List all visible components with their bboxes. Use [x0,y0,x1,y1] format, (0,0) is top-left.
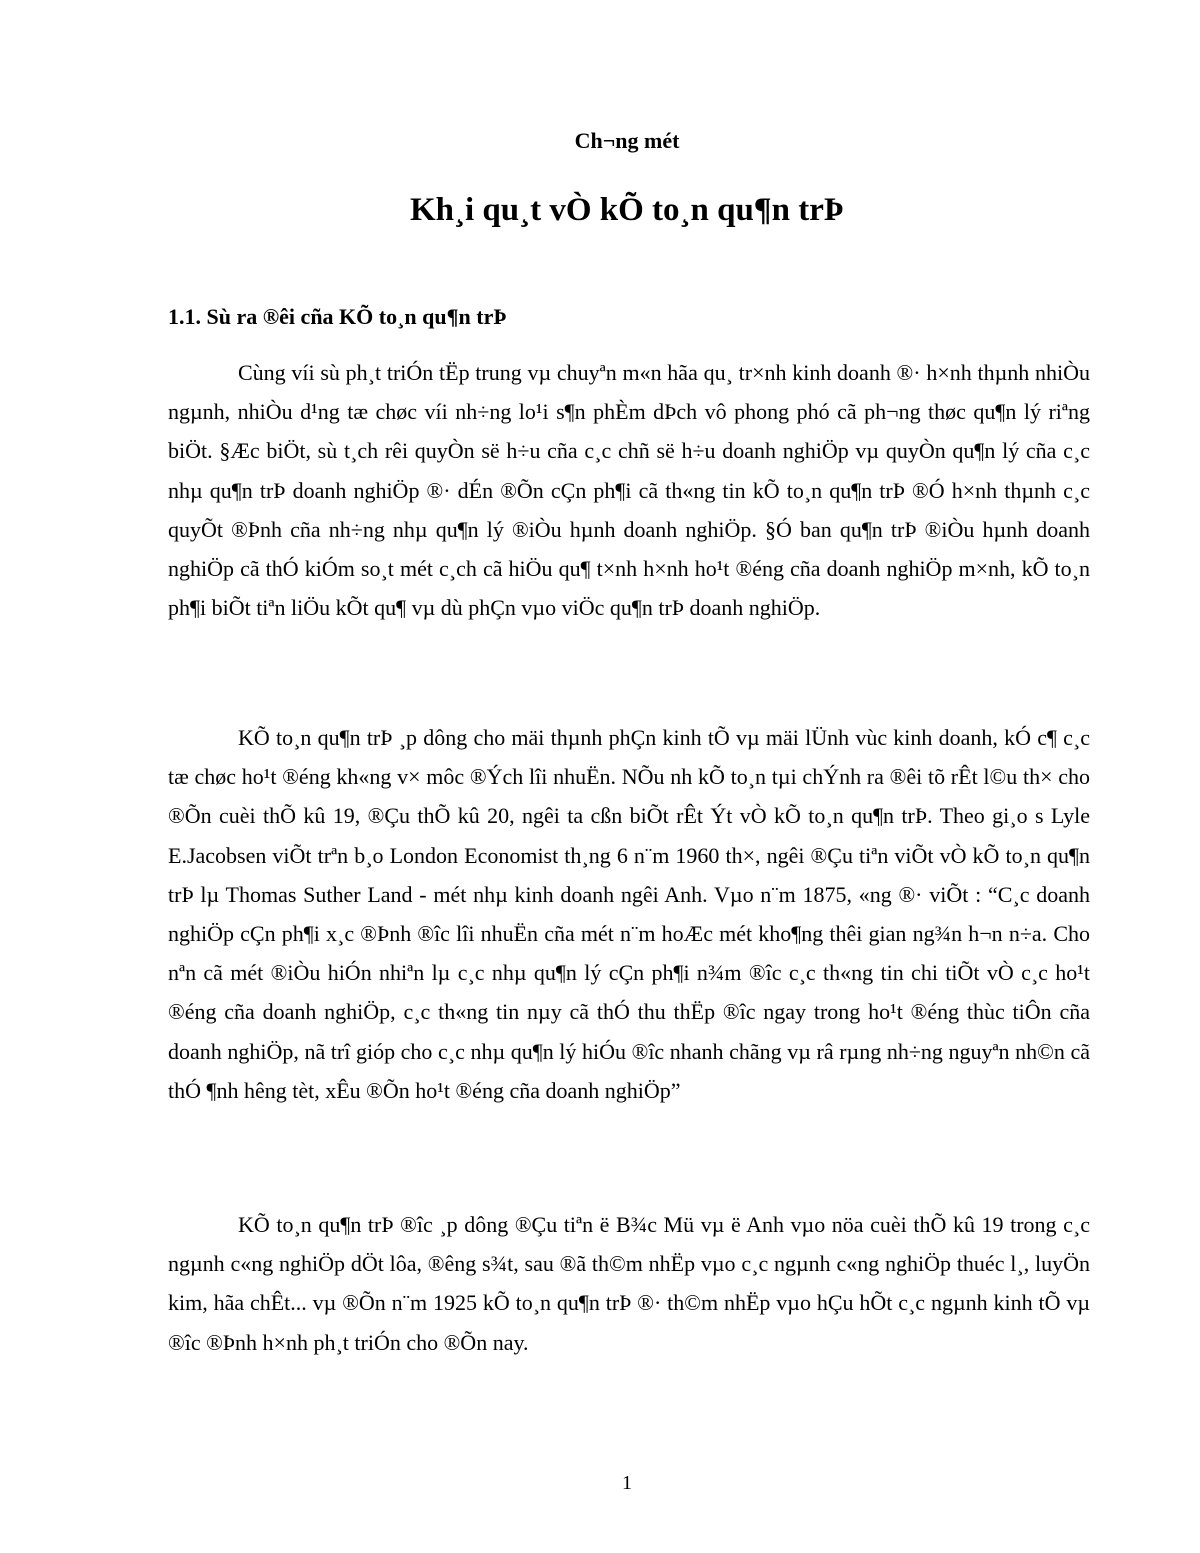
body-paragraph: Cùng víi sù ph¸t triÓn tËp trung vµ chuyªn m«n hãa qu¸ tr×nh kinh doanh ®· h×nh thµnh nhiÒu ngµnh, nhiÒu d¹ng tæ chøc víi nh÷ng lo¹i s¶n phÈm dÞch vô phong phó cã ph¬ng thøc qu¶n lý riªng biÖt. §Æc biÖt, sù t¸ch rêi quyÒn së h÷u cña c¸c chñ së h÷u doanh nghiÖp vµ quyÒn qu¶n lý cña c¸c nhµ qu¶n trÞ doanh nghiÖp ®· dÉn ®Õn cÇn ph¶i cã th«ng tin kÕ to¸n qu¶n trÞ ®Ó h×nh thµnh c¸c quyÕt ®Þnh cña nh÷ng nhµ qu¶n lý ®iÒu hµnh doanh nghiÖp. §Ó ban qu¶n trÞ ®iÒu hµnh doanh nghiÖp cã thÓ kiÓm so¸t mét c¸ch cã hiÖu qu¶ t×nh h×nh ho¹t ®éng cña doanh nghiÖp m×nh, kÕ to¸n ph¶i biÕt tiªn liÖu kÕt qu¶ vµ dù phÇn vµo viÖc qu¶n trÞ doanh nghiÖp. [168,360,1090,621]
body-paragraph: KÕ to¸n qu¶n trÞ ®îc ¸p dông ®Çu tiªn ë B¾c Mü vµ ë Anh vµo nöa cuèi thÕ kû 19 trong c¸c ngµnh c«ng nghiÖp dÖt lôa, ®êng s¾t, sau ®ã th©m nhËp vµo c¸c ngµnh c«ng nghiÖp thuéc l¸, luyÖn kim, hãa chÊt... vµ ®Õn n¨m 1925 kÕ to¸n qu¶n trÞ ®· th©m nhËp vµo hÇu hÕt c¸c ngµnh kinh tÕ vµ ®îc ®Þnh h×nh ph¸t triÓn cho ®Õn nay. [168,1212,1090,1355]
page-number: 1 [622,1472,632,1494]
body-paragraph: KÕ to¸n qu¶n trÞ ¸p dông cho mäi thµnh phÇn kinh tÕ vµ mäi lÜnh vùc kinh doanh, kÓ c¶ c¸c tæ chøc ho¹t ®éng kh«ng v× môc ®Ých lîi nhuËn. NÕu nh kÕ to¸n tµi chÝnh ra ®êi tõ rÊt l©u th× cho ®Õn cuèi thÕ kû 19, ®Çu thÕ kû 20, ngêi ta cßn biÕt rÊt Ýt vÒ kÕ to¸n qu¶n trÞ. Theo gi¸o s Lyle E.Jacobsen viÕt trªn b¸o London Economist th¸ng 6 n¨m 1960 th×, ngêi ®Çu tiªn viÕt vÒ kÕ to¸n qu¶n trÞ lµ Thomas Suther Land - mét nhµ kinh doanh ngêi Anh. Vµo n¨m 1875, «ng ®· viÕt : “C¸c doanh nghiÖp cÇn ph¶i x¸c ®Þnh ®îc lîi nhuËn cña mét n¨m hoÆc mét kho¶ng thêi gian ng¾n h¬n n÷a. Cho nªn cã mét ®iÒu hiÓn nhiªn lµ c¸c nhµ qu¶n lý cÇn ph¶i n¾m ®îc c¸c th«ng tin chi tiÕt vÒ c¸c ho¹t ®éng cña doanh nghiÖp, c¸c th«ng tin nµy cã thÓ thu thËp ®îc ngay trong ho¹t ®éng thùc tiÔn cña doanh nghiÖp, nã trî gióp cho c¸c nhµ qu¶n lý hiÓu ®îc nhanh chãng vµ râ rµng nh÷ng nguyªn nh©n cã thÓ ¶nh hêng tèt, xÊu ®Õn ho¹t ®éng cña doanh nghiÖp” [168,725,1090,1103]
body-paragraph-block [168,353,1090,627]
section-heading: 1.1. Sù ra ®êi cña KÕ to¸n qu¶n trÞ [168,304,507,329]
chapter-title: Kh¸i qu¸t vÒ kÕ to¸n qu¶n trÞ [409,192,845,228]
chapter-label: Ch¬ng mét [574,128,680,153]
body-paragraph-block [168,1205,1090,1362]
body-paragraph-block [168,718,1090,1110]
